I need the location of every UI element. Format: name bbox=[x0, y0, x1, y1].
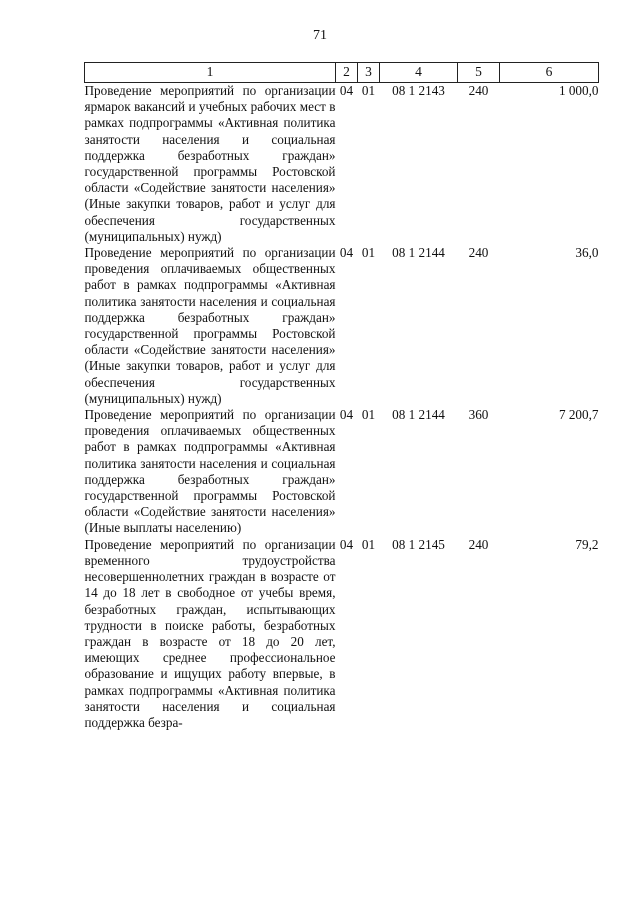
row-subsection-code: 01 bbox=[361, 536, 376, 552]
row-target-article: 08 1 2144 bbox=[392, 245, 445, 261]
row-name: Проведение мероприятий по организации проведения оплачиваемых общественных работ в рамках подпрограммы «Активная политика занятости населения и социальная поддержка безработных граждан» государственной программы Ростовской области «Содействие занятости населения» (Иные закупки товаров, работ и услуг для обеспечения государственных (муниципальных) нужд) bbox=[84, 245, 336, 406]
row-section-code: 04 bbox=[339, 83, 354, 98]
row-subsection-code: 01 bbox=[361, 83, 376, 98]
table-header-row bbox=[85, 63, 599, 83]
row-subsection-code: 01 bbox=[361, 245, 376, 261]
page-number: 71 bbox=[313, 28, 327, 43]
header-col-5: 5 bbox=[458, 63, 500, 83]
row-amount: 7 200,7 bbox=[558, 407, 599, 423]
row-amount: 1 000,0 bbox=[558, 83, 599, 98]
row-expense-type: 240 bbox=[468, 536, 489, 552]
row-subsection-code: 01 bbox=[361, 407, 376, 423]
row-name: Проведение мероприятий по организации проведения оплачиваемых общественных работ в рамках подпрограммы «Активная политика занятости населения и социальная поддержка безработных граждан» государственной программы Ростовской области «Содействие занятости населения» (Иные выплаты населению) bbox=[84, 407, 336, 536]
table-row bbox=[85, 245, 599, 407]
row-target-article: 08 1 2144 bbox=[392, 407, 445, 423]
row-name: Проведение мероприятий по организации ярмарок вакансий и учебных рабочих мест в рамках подпрограммы «Активная политика занятости населения и социальная поддержка безработных граждан» государственной программы Ростовской области «Содействие занятости населения» (Иные закупки товаров, работ и услуг для обеспечения государственных (муниципальных) нужд) bbox=[84, 83, 336, 244]
header-col-6: 6 bbox=[500, 63, 599, 83]
header-col-3: 3 bbox=[358, 63, 380, 83]
row-section-code: 04 bbox=[339, 407, 354, 423]
row-amount: 36,0 bbox=[575, 245, 599, 261]
row-expense-type: 360 bbox=[468, 407, 489, 423]
header-col-2: 2 bbox=[336, 63, 358, 83]
row-expense-type: 240 bbox=[468, 245, 489, 261]
row-section-code: 04 bbox=[339, 536, 354, 552]
row-name: Проведение мероприятий по организации временного трудоустройства несовершеннолетних граждан в возрасте от 14 до 18 лет в свободное от учебы время, безработных граждан, испытывающих трудности в поиске работы, безработных граждан в возрасте от 18 до 20 лет, имеющих среднее профессиональное образование и ищущих работу впервые, в рамках подпрограммы «Активная политика занятости населения и социальная поддержка безра- bbox=[84, 536, 336, 730]
table-row bbox=[85, 537, 599, 731]
header-col-1: 1 bbox=[85, 63, 336, 83]
table-row bbox=[85, 83, 599, 246]
row-section-code: 04 bbox=[339, 245, 354, 261]
budget-table bbox=[84, 62, 599, 731]
row-target-article: 08 1 2145 bbox=[392, 536, 445, 552]
row-expense-type: 240 bbox=[468, 83, 489, 98]
header-col-4: 4 bbox=[380, 63, 458, 83]
row-target-article: 08 1 2143 bbox=[392, 83, 445, 98]
table-row bbox=[85, 407, 599, 537]
row-amount: 79,2 bbox=[575, 536, 599, 552]
